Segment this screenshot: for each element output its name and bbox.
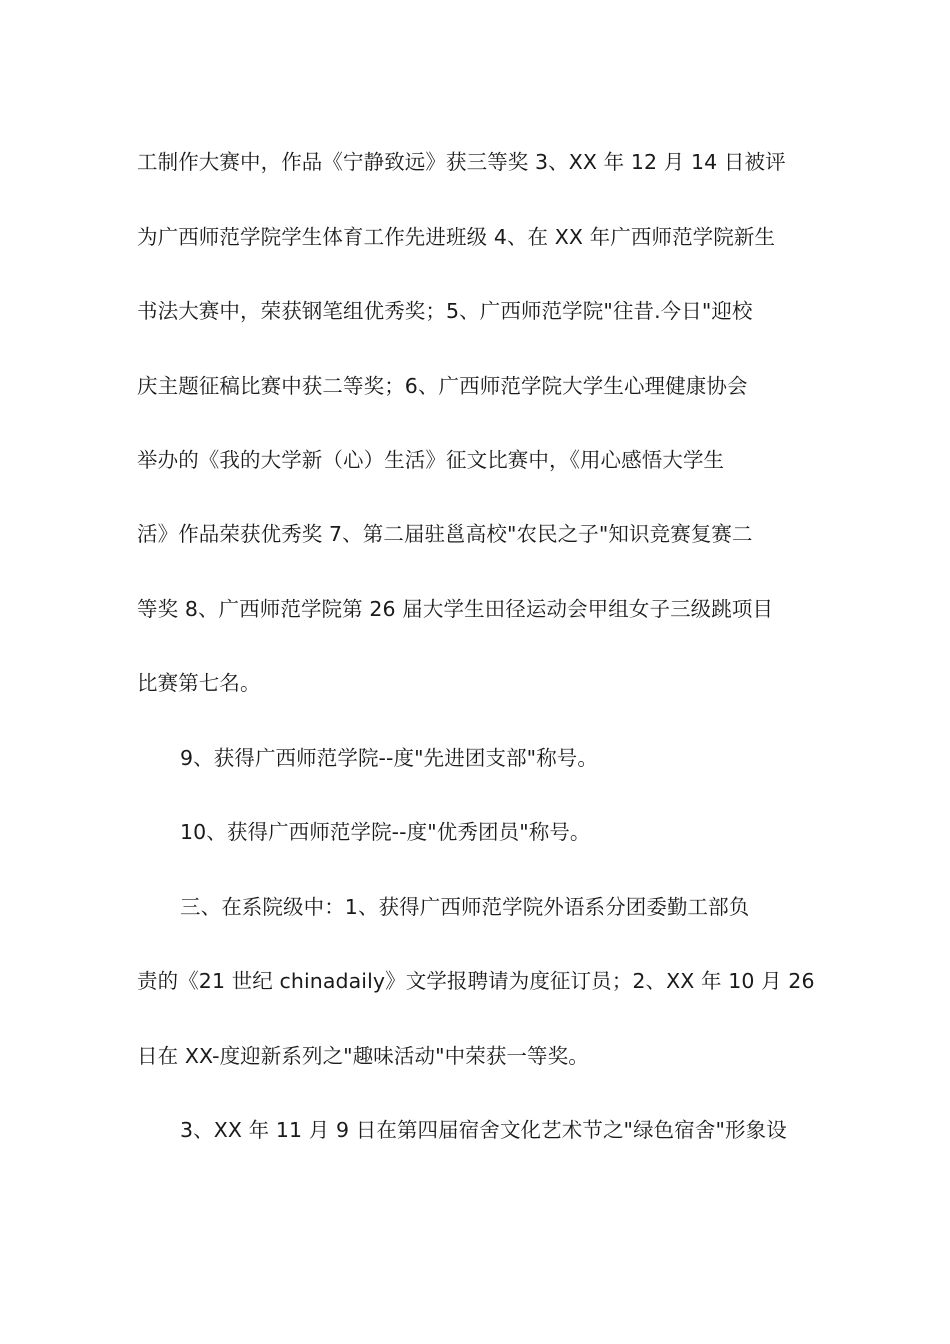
text-line: 庆主题征稿比赛中获二等奖；6、广西师范学院大学生心理健康协会 <box>137 374 748 398</box>
text-line: 日在 XX-度迎新系列之"趣味活动"中荣获一等奖。 <box>137 1044 589 1068</box>
text-line: 活》作品荣获优秀奖 7、第二届驻邕高校"农民之子"知识竞赛复赛二 <box>137 522 753 546</box>
text-line: 9、获得广西师范学院--度"先进团支部"称号。 <box>180 746 598 770</box>
text-line: 等奖 8、广西师范学院第 26 届大学生田径运动会甲组女子三级跳项目 <box>137 597 774 621</box>
text-line: 为广西师范学院学生体育工作先进班级 4、在 XX 年广西师范学院新生 <box>137 225 776 249</box>
text-line: 工制作大赛中，作品《宁静致远》获三等奖 3、XX 年 12 月 14 日被评 <box>137 150 786 174</box>
text-line: 10、获得广西师范学院--度"优秀团员"称号。 <box>180 820 591 844</box>
text-line: 举办的《我的大学新（心）生活》征文比赛中，《用心感悟大学生 <box>137 448 725 472</box>
text-line: 书法大赛中，荣获钢笔组优秀奖；5、广西师范学院"往昔.今日"迎校 <box>137 299 753 323</box>
text-line: 3、XX 年 11 月 9 日在第四届宿舍文化艺术节之"绿色宿舍"形象设 <box>180 1118 787 1142</box>
text-line: 比赛第七名。 <box>137 671 261 695</box>
text-line: 责的《21 世纪 chinadaily》文学报聘请为度征订员；2、XX 年 10 月 26 <box>137 969 815 993</box>
text-line: 三、在系院级中：1、获得广西师范学院外语系分团委勤工部负 <box>180 895 750 919</box>
